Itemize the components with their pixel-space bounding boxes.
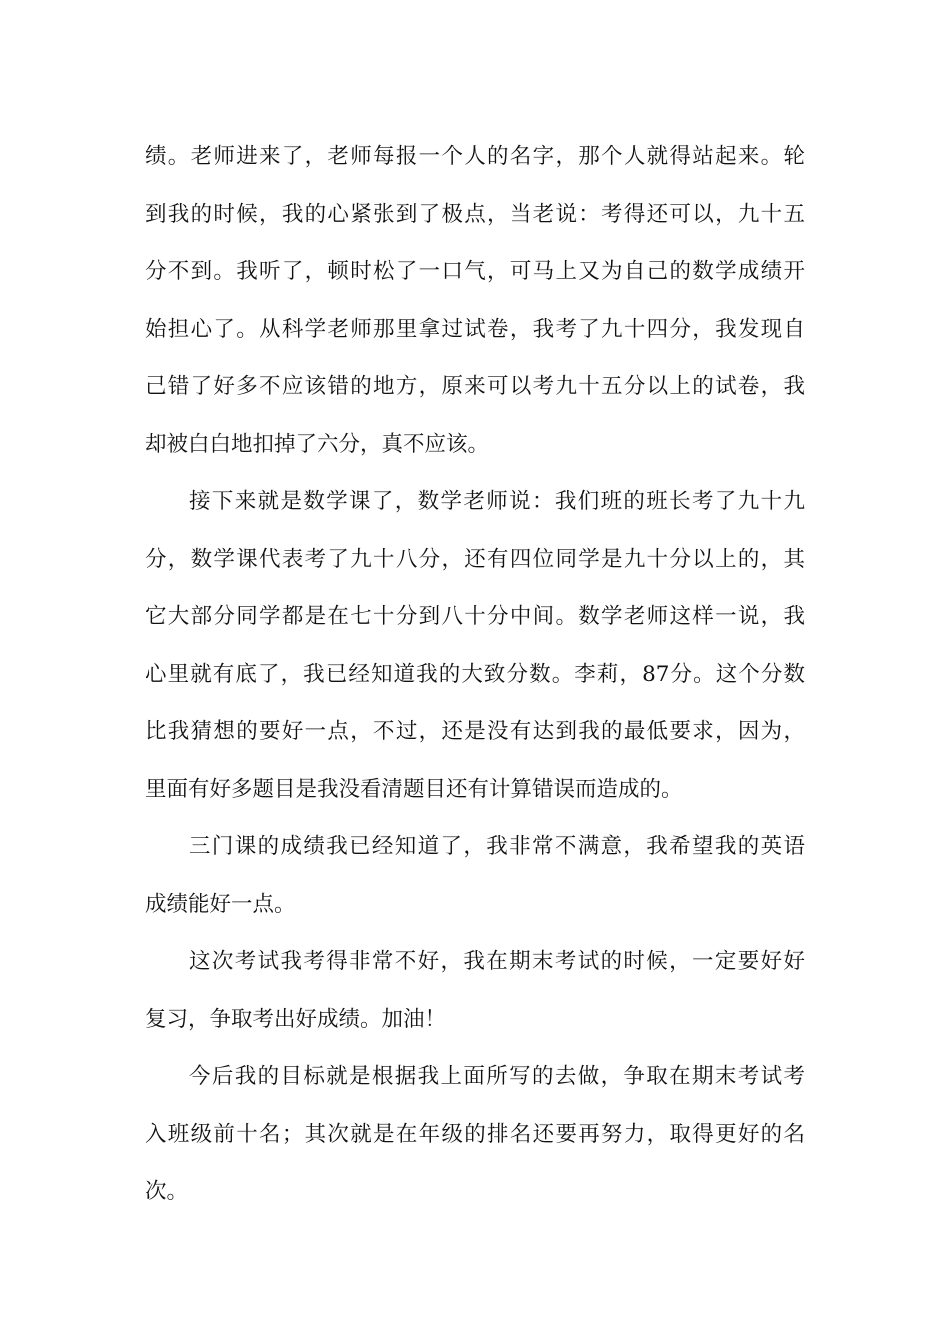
text-line: 心里就有底了，我已经知道我的大致分数。李莉，87分。这个分数: [145, 661, 805, 687]
text-line: 接下来就是数学课了，数学老师说：我们班的班长考了九十九: [189, 489, 805, 514]
paragraph: [145, 473, 805, 818]
text-line: 始担心了。从科学老师那里拿过试卷，我考了九十四分，我发现自: [145, 316, 805, 342]
text-line: 分，数学课代表考了九十八分，还有四位同学是九十分以上的，其: [145, 546, 805, 572]
text-line: 三门课的成绩我已经知道了，我非常不满意，我希望我的英语: [189, 834, 805, 859]
text-line: 这次考试我考得非常不好，我在期末考试的时候，一定要好好: [189, 949, 805, 974]
text-line: 比我猜想的要好一点，不过，还是没有达到我的最低要求，因为，: [145, 719, 805, 744]
text-line: 却被白白地扣掉了六分，真不应该。: [145, 431, 490, 457]
text-line: 己错了好多不应该错的地方，原来可以考九十五分以上的试卷，我: [145, 374, 805, 399]
paragraph: [145, 933, 805, 1048]
text-line: 复习，争取考出好成绩。加油！: [145, 1006, 447, 1032]
document-body: [145, 128, 805, 1221]
text-line: 入班级前十名；其次就是在年级的排名还要再努力，取得更好的名: [145, 1121, 805, 1147]
text-line: 次。: [145, 1179, 189, 1204]
paragraph: [145, 128, 805, 473]
paragraph: [145, 818, 805, 933]
text-line: 今后我的目标就是根据我上面所写的去做，争取在期末考试考: [189, 1064, 805, 1089]
text-line: 成绩能好一点。: [145, 891, 296, 917]
text-line: 分不到。我听了，顿时松了一口气，可马上又为自己的数学成绩开: [145, 259, 805, 284]
text-line: 绩。老师进来了，老师每报一个人的名字，那个人就得站起来。轮: [145, 144, 805, 169]
paragraph: [145, 1048, 805, 1221]
text-line: 它大部分同学都是在七十分到八十分中间。数学老师这样一说，我: [145, 604, 805, 629]
text-line: 到我的时候，我的心紧张到了极点，当老说：考得还可以，九十五: [145, 201, 805, 227]
text-line: 里面有好多题目是我没看清题目还有计算错误而造成的。: [145, 776, 683, 802]
